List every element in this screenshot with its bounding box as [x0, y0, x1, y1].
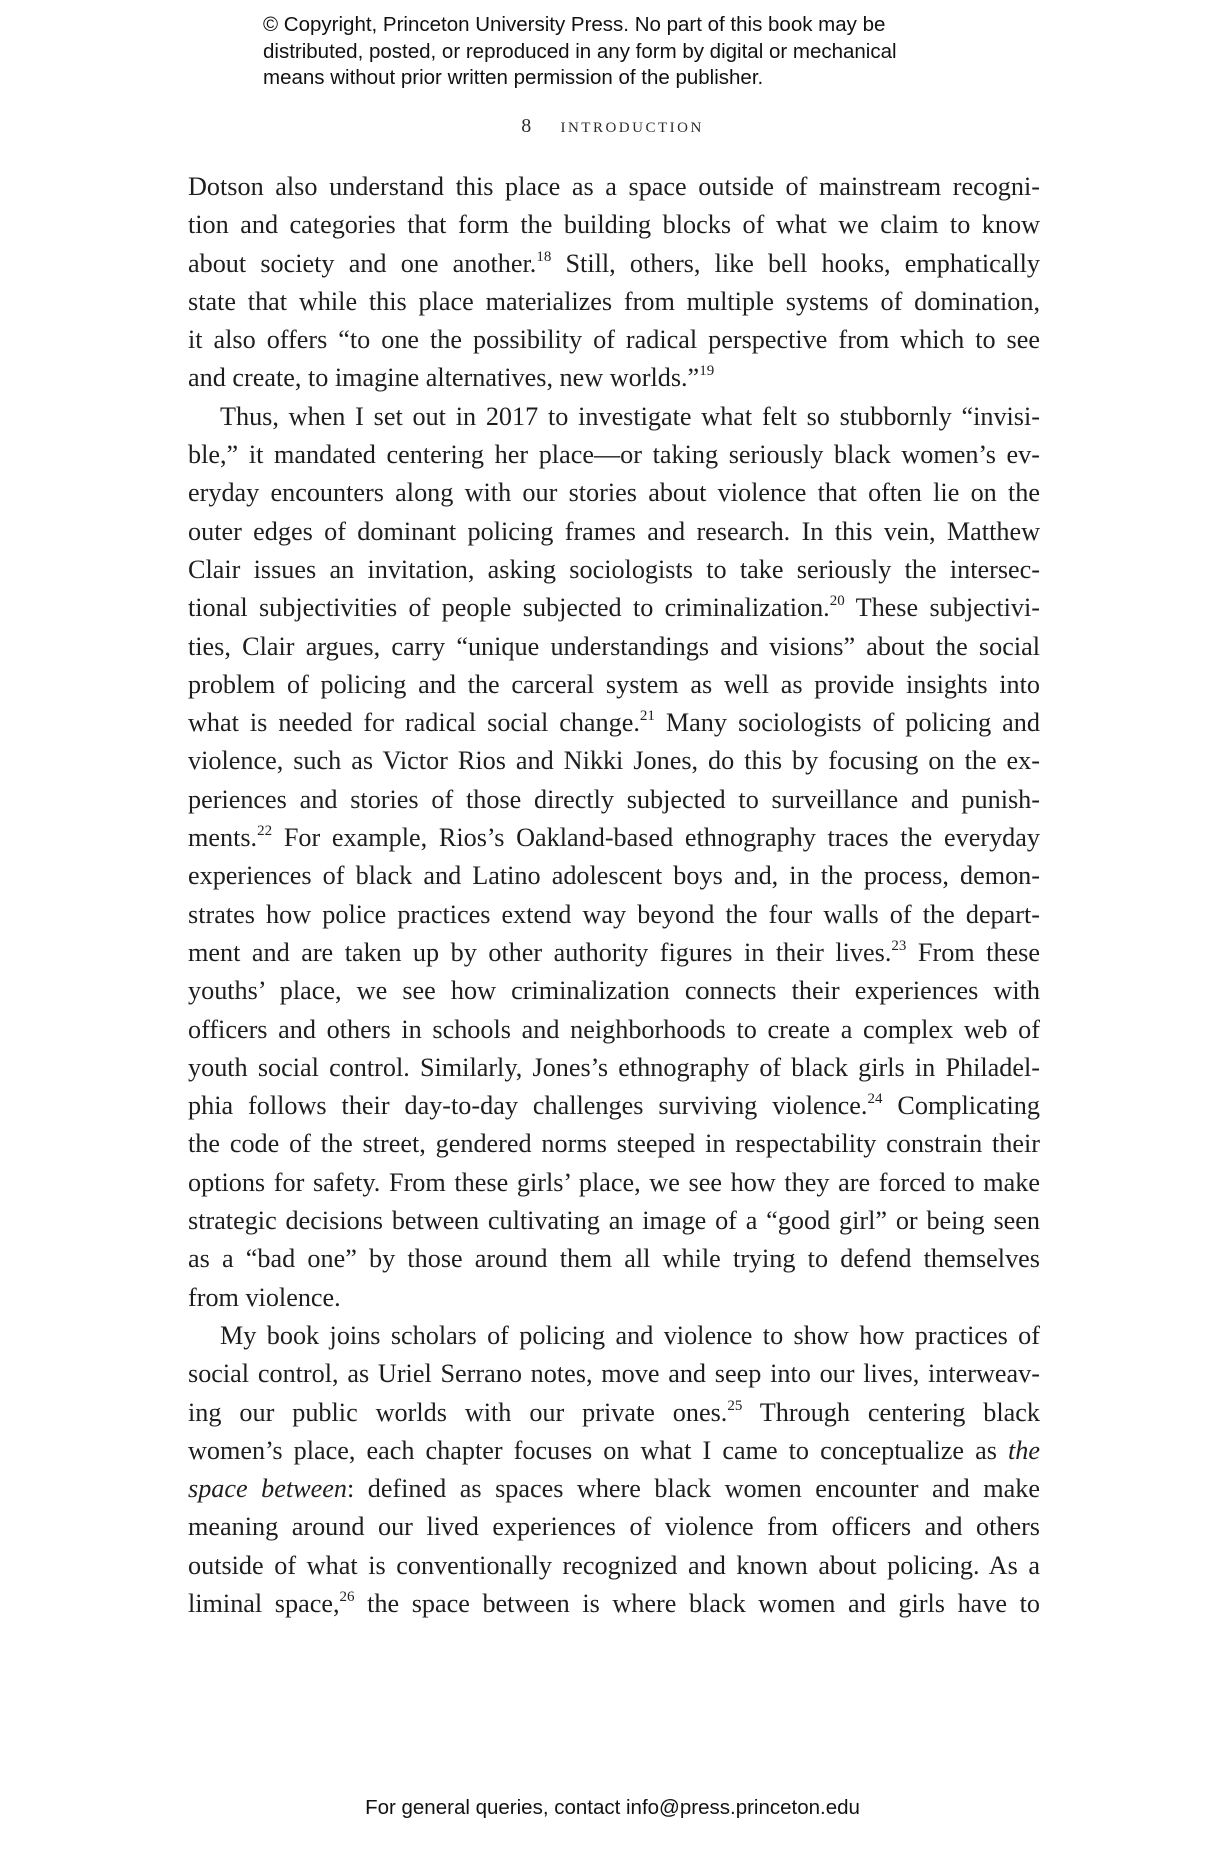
text-line: My book joins scholars of policing and violence to show how practices of: [220, 1320, 1040, 1350]
text-line: [188, 704, 1040, 742]
text-line: outside of what is conventionally recognized and known about policing. As a: [188, 1550, 1040, 1580]
text-line: from violence.: [188, 1282, 341, 1312]
text-run: Still, others, like bell hooks, emphatically: [551, 248, 1041, 278]
text-line: [188, 1087, 1040, 1125]
text-line: periences and stories of those directly subjected to surveillance and punish-: [188, 784, 1040, 814]
text-line: as a “bad one” by those around them all while trying to defend themselves: [188, 1244, 1040, 1274]
text-run: women’s place, each chapter focuses on what I came to conceptualize as: [188, 1435, 1008, 1465]
copyright-line: © Copyright, Princeton University Press. No part of this book may be: [263, 13, 886, 36]
text-line: problem of policing and the carceral system as well as provide insights into: [188, 669, 1040, 699]
text-line: strates how police practices extend way beyond the four walls of the depart-: [188, 899, 1040, 929]
footnote-ref-18[interactable]: 18: [536, 248, 552, 265]
text-run: phia follows their day-to-day challenges surviving violence.: [188, 1091, 868, 1121]
text-line: [188, 359, 1040, 397]
text-line: [188, 1394, 1040, 1432]
text-line: outer edges of dominant policing frames and research. In this vein, Matthew: [188, 516, 1040, 546]
footnote-ref-25[interactable]: 25: [727, 1397, 743, 1414]
text-line: [188, 1585, 1040, 1623]
text-line: Clair issues an invitation, asking sociologists to take seriously the intersec-: [188, 554, 1040, 584]
text-run: These subjectivi-: [844, 593, 1040, 623]
footnote-ref-26[interactable]: 26: [339, 1588, 355, 1605]
chapter-title: introduction: [560, 112, 704, 137]
italic-term: the: [1008, 1435, 1040, 1465]
footnote-ref-21[interactable]: 21: [639, 708, 655, 725]
footnote-ref-24[interactable]: 24: [867, 1091, 883, 1108]
text-line: youths’ place, we see how criminalization connects their experiences with: [188, 976, 1040, 1006]
text-run: about society and one another.: [188, 248, 537, 278]
italic-term: space between: [188, 1474, 347, 1504]
text-line: [188, 589, 1040, 627]
text-run: what is needed for radical social change.: [188, 708, 640, 738]
text-run: Many sociologists of policing and: [654, 708, 1040, 738]
copyright-line: means without prior written permission of the publisher.: [263, 66, 764, 89]
text-line: [188, 934, 1040, 972]
text-line: tion and categories that form the building blocks of what we claim to know: [188, 210, 1040, 240]
text-run: ment and are taken up by other authority figures in their lives.: [188, 937, 892, 967]
footnote-ref-23[interactable]: 23: [891, 937, 907, 954]
text-line: ties, Clair argues, carry “unique understandings and visions” about the social: [188, 631, 1040, 661]
paragraph-3: [188, 1317, 1040, 1623]
body-text: [188, 168, 1040, 1623]
footnote-ref-20[interactable]: 20: [829, 593, 845, 610]
text-line: youth social control. Similarly, Jones’s ethnography of black girls in Philadel-: [188, 1052, 1040, 1082]
text-run: : defined as spaces where black women encounter and make: [346, 1474, 1040, 1504]
text-run: and create, to imagine alternatives, new worlds.”: [188, 363, 700, 393]
text-run: Complicating: [882, 1091, 1040, 1121]
text-run: ing our public worlds with our private ones.: [188, 1397, 728, 1427]
text-line: violence, such as Victor Rios and Nikki Jones, do this by focusing on the ex-: [188, 746, 1040, 776]
text-line: [188, 245, 1040, 283]
text-line: [188, 1470, 1040, 1508]
text-line: eryday encounters along with our stories about violence that often lie on the: [188, 478, 1040, 508]
text-line: experiences of black and Latino adolescent boys and, in the process, demon-: [188, 861, 1040, 891]
text-line: ble,” it mandated centering her place—or taking seriously black women’s ev-: [188, 440, 1040, 470]
text-line: social control, as Uriel Serrano notes, move and seep into our lives, interweav-: [188, 1359, 1040, 1389]
footer-contact: For general queries, contact info@press.princeton.edu: [365, 1796, 860, 1819]
text-run: From these: [906, 937, 1040, 967]
text-run: For example, Rios’s Oakland-based ethnography traces the everyday: [272, 823, 1040, 853]
text-line: state that while this place materializes from multiple systems of domination,: [188, 286, 1040, 316]
text-line: Dotson also understand this place as a space outside of mainstream recogni-: [188, 172, 1040, 201]
text-line: strategic decisions between cultivating an image of a “good girl” or being seen: [188, 1206, 1040, 1236]
text-line: [188, 1432, 1040, 1470]
copyright-notice: [263, 12, 1023, 92]
text-line: Thus, when I set out in 2017 to investigate what felt so stubbornly “invisi-: [220, 401, 1040, 431]
text-line: [188, 819, 1040, 857]
text-run: tional subjectivities of people subjected to criminalization.: [188, 593, 830, 623]
paragraph-1: [188, 168, 1040, 398]
paragraph-2: [188, 398, 1040, 1317]
running-head: [0, 112, 1225, 138]
text-run: liminal space,: [188, 1588, 340, 1618]
text-line: meaning around our lived experiences of violence from officers and others: [188, 1512, 1040, 1542]
text-line: options for safety. From these girls’ place, we see how they are forced to make: [188, 1167, 1040, 1197]
text-run: the space between is where black women and girls have to: [354, 1588, 1040, 1618]
text-run: Through centering black: [742, 1397, 1040, 1427]
text-line: it also offers “to one the possibility of radical perspective from which to see: [188, 325, 1040, 355]
footnote-ref-19[interactable]: 19: [699, 363, 715, 380]
footnote-ref-22[interactable]: 22: [257, 823, 273, 840]
text-line: the code of the street, gendered norms steeped in respectability constrain their: [188, 1129, 1040, 1159]
text-run: ments.: [188, 823, 258, 853]
page-number: 8: [521, 115, 532, 137]
text-line: officers and others in schools and neighborhoods to create a complex web of: [188, 1014, 1040, 1044]
copyright-line: distributed, posted, or reproduced in any form by digital or mechanical: [263, 39, 897, 63]
